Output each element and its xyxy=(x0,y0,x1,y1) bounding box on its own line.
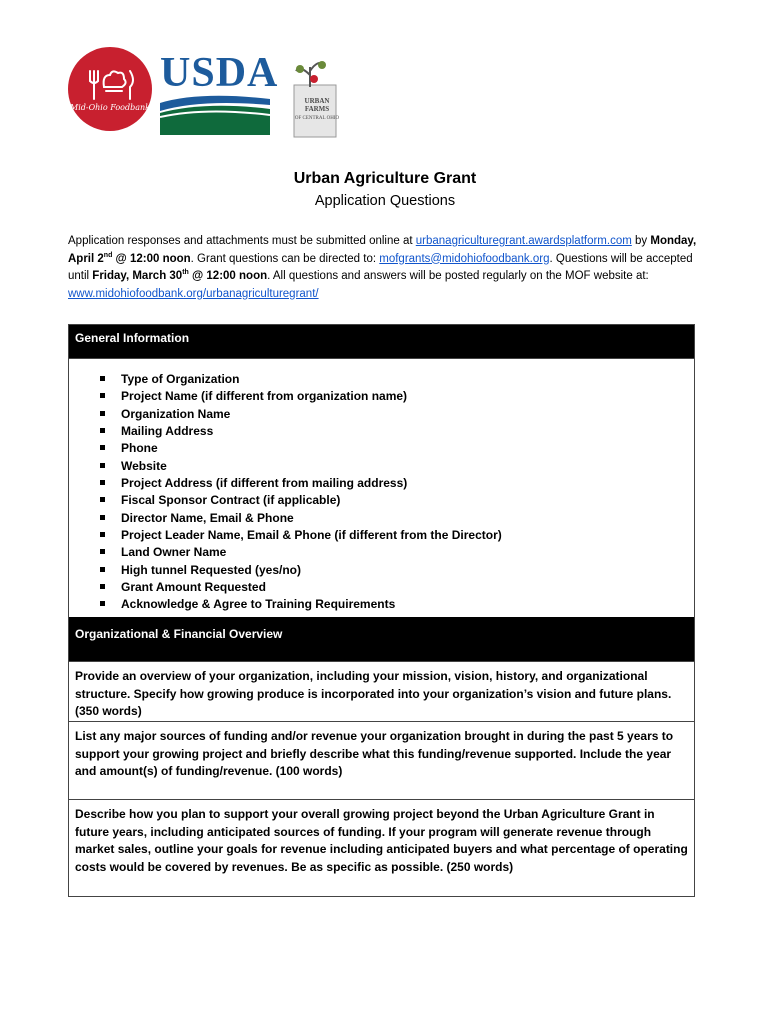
square-bullet-icon xyxy=(100,532,105,537)
mid-ohio-foodbank-logo xyxy=(68,47,152,131)
general-list-item xyxy=(69,388,694,405)
square-bullet-icon xyxy=(100,445,105,450)
question-funding-sources: List any major sources of funding and/or revenue your organization brought in during the past 5 years to support your growing project and briefly describe what this funding/revenue supported. Include the year and amount(s) of funding/revenue. (100 words) xyxy=(69,721,694,799)
mof-website-link[interactable]: www.midohiofoodbank.org/urbanagriculturegrant/ xyxy=(68,287,319,300)
deadline-time: @ 12:00 noon xyxy=(112,252,191,265)
question-deadline-day: Friday, March 30 xyxy=(92,270,183,282)
square-bullet-icon xyxy=(100,601,105,606)
general-items xyxy=(69,371,694,631)
usda-logo xyxy=(160,50,279,135)
general-list-item-label: Grant Amount Requested xyxy=(121,580,266,595)
general-list-item-label: Phone xyxy=(121,441,158,456)
square-bullet-icon xyxy=(100,567,105,572)
general-list-item xyxy=(69,562,694,579)
general-list-item xyxy=(69,579,694,596)
general-list-item xyxy=(69,475,694,492)
urban-farms-logo-text xyxy=(292,97,342,123)
general-list-item-label: Acknowledge & Agree to Training Requirements xyxy=(121,597,396,612)
general-list-item xyxy=(69,458,694,475)
grant-email-link[interactable]: mofgrants@midohiofoodbank.org xyxy=(379,252,550,265)
square-bullet-icon xyxy=(100,584,105,589)
usda-field-icon xyxy=(160,55,270,135)
square-bullet-icon xyxy=(100,463,105,468)
general-list-item xyxy=(69,614,694,631)
square-bullet-icon xyxy=(100,515,105,520)
general-list-item xyxy=(69,492,694,509)
question-deadline-time: @ 12:00 noon xyxy=(188,270,268,282)
general-list-item xyxy=(69,527,694,544)
general-list-item-label: Fiscal Sponsor Contract (if applicable) xyxy=(121,493,341,508)
deadline-suffix: nd xyxy=(103,251,113,259)
general-list-item-label: Project Name (if different from organization name) xyxy=(121,389,408,404)
intro-text-1: Application responses and attachments must be submitted online at xyxy=(68,235,416,247)
question-organization-overview: Provide an overview of your organization, including your mission, vision, history, and organizational structure. Specify how growing produce is incorporated into your organization’s vision and future plans. (350 words) xyxy=(69,661,694,721)
question-deadline xyxy=(92,270,267,282)
application-form-table xyxy=(68,324,695,897)
intro-text-5: . All questions and answers will be posted regularly on the MOF website at: xyxy=(267,270,649,282)
intro-text-3: . Grant questions can be directed to: xyxy=(190,252,380,265)
general-list-item xyxy=(69,371,694,388)
general-list-item xyxy=(69,544,694,561)
square-bullet-icon xyxy=(100,428,105,433)
general-list-item xyxy=(69,423,694,440)
urban-farms-logo xyxy=(282,55,342,145)
utensils-icon xyxy=(68,47,152,131)
awards-platform-link[interactable]: urbanagriculturegrant.awardsplatform.com xyxy=(415,235,632,247)
usda-logo-text: USDA xyxy=(160,50,279,96)
general-information-header: General Information xyxy=(69,325,694,358)
urban-farms-sub: OF CENTRAL OHIO xyxy=(294,116,340,121)
general-list-item-label: Project Leader Name, Email & Phone (if different from the Director) xyxy=(121,528,502,543)
deadline-day: Monday, April 2 xyxy=(68,235,697,265)
general-list-item-label: Website xyxy=(121,458,167,473)
urban-farms-name: URBAN FARMS xyxy=(304,97,330,113)
general-list-item xyxy=(69,440,694,457)
logo-bar xyxy=(68,45,368,145)
intro-paragraph xyxy=(68,233,698,303)
general-list-item-label: Project Address (if different from mailing address) xyxy=(121,476,408,491)
square-bullet-icon xyxy=(100,480,105,485)
question-deadline-suffix: th xyxy=(182,269,189,277)
square-bullet-icon xyxy=(100,393,105,398)
general-information-list xyxy=(69,358,694,629)
square-bullet-icon xyxy=(100,376,105,381)
square-bullet-icon xyxy=(100,497,105,502)
general-list-item-label: Mailing Address xyxy=(121,424,214,439)
question-sustainability-plan: Describe how you plan to support your overall growing project beyond the Urban Agriculture Grant in future years, including anticipated sources of funding. If your program will generate revenue through market sales, outline your goals for revenue including anticipated buyers and what percentage of operating costs would be covered by revenues. Be as specific as possible. (250 words) xyxy=(69,799,694,896)
general-list-item xyxy=(69,510,694,527)
general-list-item-label: Type of Organization xyxy=(121,372,240,386)
square-bullet-icon xyxy=(100,549,105,554)
general-list-item xyxy=(69,406,694,423)
intro-text-2: by xyxy=(631,235,651,247)
general-list-item-label: Organization Name xyxy=(121,406,231,421)
page-title: Urban Agriculture Grant xyxy=(293,170,477,187)
general-list-item-label: Director Name, Email & Phone xyxy=(121,510,294,525)
general-list-item-label: Land Owner Name xyxy=(121,545,227,560)
square-bullet-icon xyxy=(100,411,105,416)
page-subtitle: Application Questions xyxy=(314,193,456,209)
mof-logo-text: Mid-Ohio Foodbank xyxy=(70,103,150,112)
general-list-item xyxy=(69,596,694,613)
square-bullet-icon xyxy=(100,619,105,624)
general-list-item-label: High tunnel Requested (yes/no) xyxy=(121,562,302,577)
intro-text-4: . Questions will be accepted until xyxy=(68,252,693,282)
org-financial-header: Organizational & Financial Overview xyxy=(69,617,694,661)
general-list-item-label: Site Visit Availability xyxy=(121,614,238,629)
